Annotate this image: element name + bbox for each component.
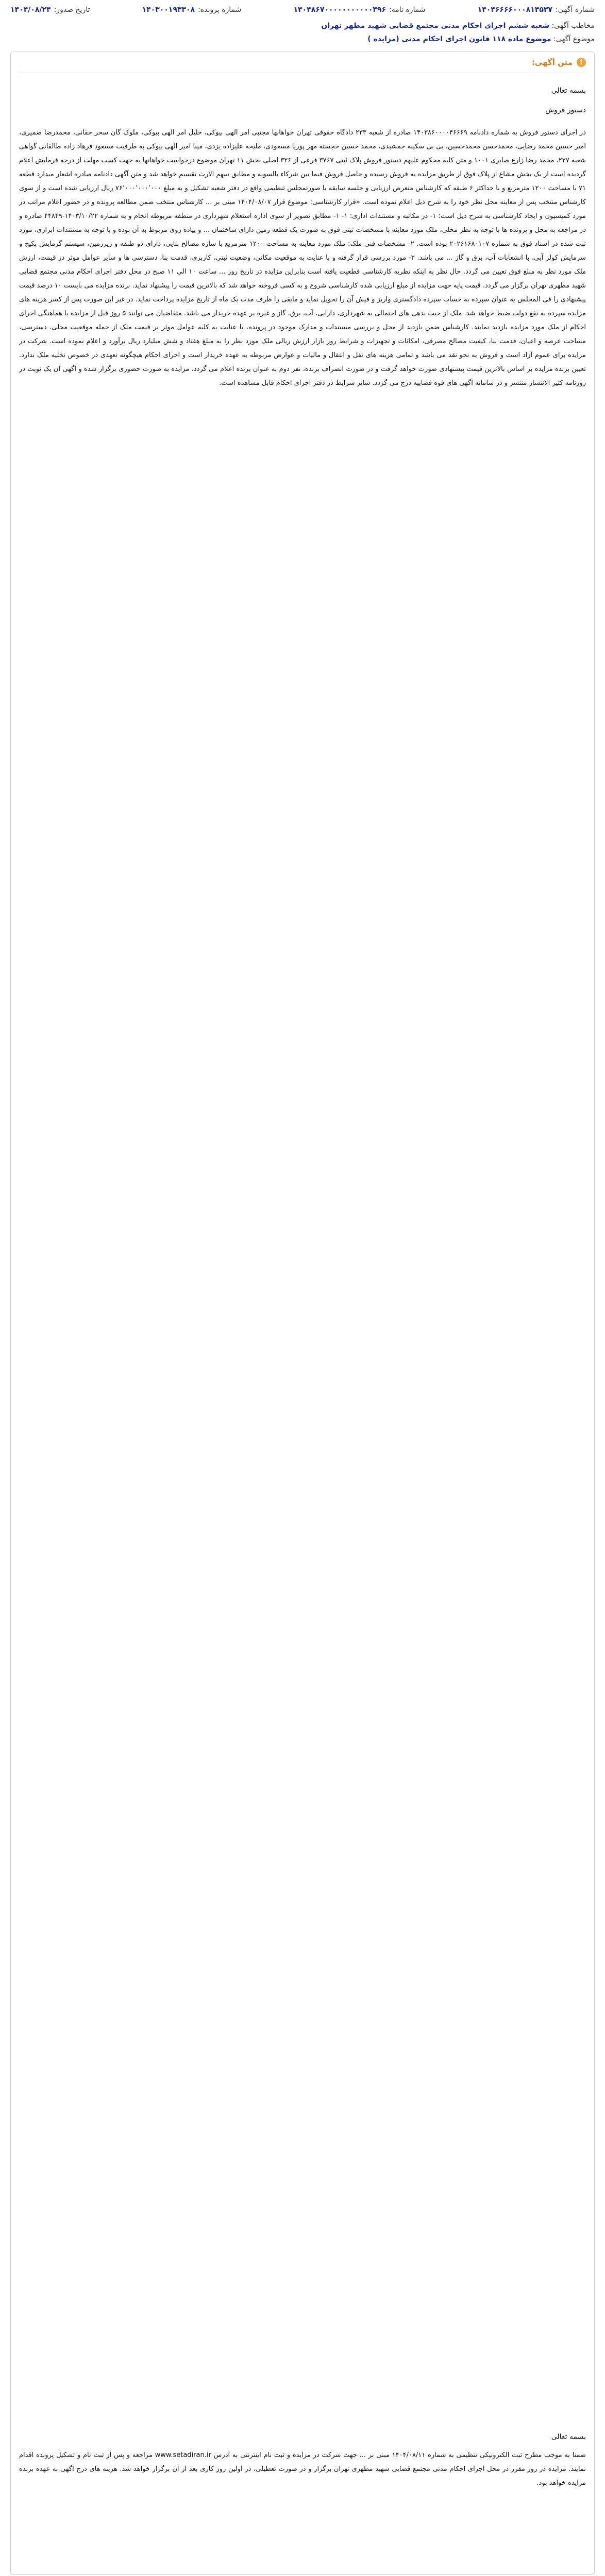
subject-label: موضوع آگهی: [553,35,595,43]
meta-row [10,0,595,20]
issue-date-label: تاریخ صدور: [54,6,90,14]
ad-footer-text: ضمنا به موجب مطرح ثبت الکترونیکی تنظیمی به شماره ۱۴۰۴/۰۸/۱۱ مبنی بر ... جهت شرکت در مزایده و ثبت نام اینترنتی به آدرس www.setadiran.ir مراجعه و پس از ثبت نام و تشکیل پرونده اقدام نمایند. مزایده در روز مقرر در محل اجرای احکام مدنی مجتمع قضایی شهید مطهری تهران برگزار و در صورت تعطیلی، در اولین روز کاری بعد از آن برگزار خواهد شد. هزینه های درج آگهی به عهده برنده مزایده خواهد بود. [19,2451,586,2487]
addressee-row [10,20,595,33]
addressee-value: شعبه ششم اجرای احکام مدنی مجتمع قضایی شهید مطهر تهران [321,22,549,30]
announcement-number [478,0,595,20]
issue-date [10,0,90,20]
ad-header [19,52,586,73]
subject-row [10,33,595,47]
addressee-label: مخاطب آگهی: [551,22,595,30]
issue-date-value: ۱۴۰۴/۰۸/۲۴ [10,6,51,14]
file-number-label: شماره پرونده: [198,6,242,14]
letter-number [294,0,426,20]
ad-title: متن آگهی: [531,58,573,67]
closing-salutation: بسمه تعالی [551,2433,586,2441]
letter-number-value: ۱۴۰۴۸۶۷۰۰۰۰۰۰۰۰۰۰۰۳۹۶ [293,6,386,14]
file-number [142,0,242,20]
ad-box [10,52,595,2575]
greeting: دستور فروش [545,106,586,114]
file-number-value: ۱۴۰۳۰۰۱۹۳۳۰۸ [142,6,195,14]
salutation: بسمه تعالی [551,87,586,95]
subject-value: موضوع ماده ۱۱۸ قانون اجرای احکام مدنی (مزایده ) [367,35,551,43]
ad-body-text: در اجرای دستور فروش به شماره دادنامه ۱۴۰۳۸۶۰۰۰۰۴۶۶۶۹ صادره از شعبه ۲۳۳ دادگاه حقوقی تهران خواهانها مجتبی امر الهی بیوکی، خلیل امر الهی بیوکی، ملوک گان سحر حقانی، محمدرضا ضمیری، امیر حسین محمد رضایی، محمدحسن محمدحسین، بی بی سکینه جمشیدی، محمد حسین خجسته مهر پوریا مسعودی، ملیحه علیزاده یزدی، مینا امیر الهی بیوکی به طرفیت مسعود فرهاد زاده طالقانی گواهی شعبه ۲۲۷، محمد رضا زارع صابری ۱۰۰۱ و متن کلیه محکوم علیهم دستور فروش پلاک ثبتی ۳۷۶۷ فرعی از ۳۲۶ اصلی بخش ۱۱ تهران موضوع درخواست خواهانها به جهت کسب مهلت از درجه فرمایش اعلام گردیده است از یک بخش مشاع از پلاک فوق از طریق مزایده به فروش رسیده و حاصل فروش فیما بین شرکاء بالسویه و مطابق سهم الارث تقسیم خواهد شد و متن آگهی دادنامه صادره اشعار میدارد قطعه ۷۱ با مساحت ۱۲۰۰ مترمربع و با حداکثر ۶ طبقه که کارشناس متعرض ارزیابی و جلسه سابقه با صورتمجلس تنظیمی واقع در دفتر شعبه تشکیل و به مبلغ ۷۶٬۰۰۰٬۰۰۰٬۰۰۰ ریال ارزیابی شده است و از سوی کارشناس منتخب پس از معاینه محل نظر خود را به شرح ذیل اعلام نموده است. «قرار کارشناسی: موضوع قرار ۱۴۰۴/۰۸/۰۷ مبنی بر ... کارشناس منتخب ضمن مطالعه پرونده و در حضور اعلام مراتب در مورد کمیسیون و ایجاد کارشناسی به شرح ذیل است: ۱- در مکاتبه و مستندات اداری: ۱- ۱- مطابق تصویر از سوی اداره استعلام شهرداری در منطقه مربوطه انجام و به شماره ۱۴۰۳/۱۰/۲۲-۴۴۸۴۹ صادره و در مراجعه به محل و پرونده ها با توجه به نظر محلی، ملک مورد معاینه با مشخصات ثبتی فوق به صورت یک قطعه زمین دارای ساختمان ... و پیاده روی مربوط به آن بوده و با توجه به مستندات ابرازی، مورد ثبت شده در اسناد فوق به شماره ۲۰۲۶۱۶۸۰۱۰۷ بوده است. ۲- مشخصات فنی ملک: ملک مورد معاینه به مساحت ۱۲۰۰ مترمربع با سازه مصالح بنایی، دارای دو طبقه و زیرزمین، سیستم گرمایش پکیج و سرمایش کولر آبی، با انشعابات آب، برق و گاز ... می باشد. ۳- مورد بررسی قرار گرفته و با عنایت به موقعیت مکانی، وضعیت ثبتی، کاربری، قدمت بنا، دسترسی ها و سایر عوامل موثر در قیمت، ارزش ملک مورد نظر به مبلغ فوق تعیین می گردد. حال نظر به اینکه نظریه کارشناسی قطعیت یافته است بنابراین مزایده در تاریخ روز ... ساعت ۱۰ الی ۱۱ صبح در محل دفتر اجرای احکام مدنی مجتمع قضایی شهید مطهری تهران برگزار می گردد. قیمت پایه جهت مزایده از مبلغ ارزیابی شده کارشناسی شروع و به کسی فروخته خواهد شد که بالاترین قیمت را پیشنهاد نماید. برنده مزایده می بایست ۱۰ درصد قیمت پیشنهادی را فی المجلس به عنوان سپرده به حساب سپرده دادگستری واریز و فیش آن را تحویل نماید و مابقی را ظرف مدت یک ماه از تاریخ مزایده پرداخت نماید. در غیر این صورت پس از کسر هزینه های مزایده سپرده به نفع دولت ضبط خواهد شد. ملک از حیث بدهی های احتمالی به شهرداری، دارایی، آب، برق، گاز و غیره بر عهده خریدار می باشد. متقاضیان می توانند ۵ روز قبل از مزایده با هماهنگی اجرای احکام از ملک مورد مزایده بازدید نمایند. کارشناس ضمن بازدید از محل و بررسی مستندات و مدارک موجود در پرونده، با عنایت به کلیه عوامل موثر بر قیمت ملک از جمله موقعیت محلی، دسترسی، مساحت عرصه و اعیان، قدمت بنا، کیفیت مصالح مصرفی، امکانات و تجهیزات و شرایط روز بازار ارزش ریالی ملک مورد نظر را به مبلغ هفتاد و شش میلیارد ریال برآورد و اعلام نموده است. شرکت در مزایده برای عموم آزاد است و فروش به نحو نقد می باشد و تمامی هزینه های نقل و انتقال و مالیات و عوارض مربوطه به عهده خریدار است و اجرای احکام هیچگونه تعهدی در خصوص تخلیه ملک ندارد. تعیین برنده مزایده بر اساس بالاترین قیمت پیشنهادی صورت خواهد گرفت و در صورت انصراف برنده، نفر دوم به عنوان برنده اعلام می گردد. مزایده به صورت حضوری برگزار شده و آگهی آن یک نوبت در روزنامه کثیر الانتشار منتشر و در سامانه آگهی های قوه قضاییه درج می گردد. سایر شرایط در دفتر اجرای احکام قابل مشاهده است. [19,129,586,387]
announcement-number-value: ۱۴۰۴۶۶۶۶۰۰۰۸۱۳۵۳۷ [477,6,552,14]
letter-number-label: شماره نامه: [389,6,426,14]
warning-icon: ! [577,58,586,67]
announcement-number-label: شماره آگهی: [555,6,595,14]
